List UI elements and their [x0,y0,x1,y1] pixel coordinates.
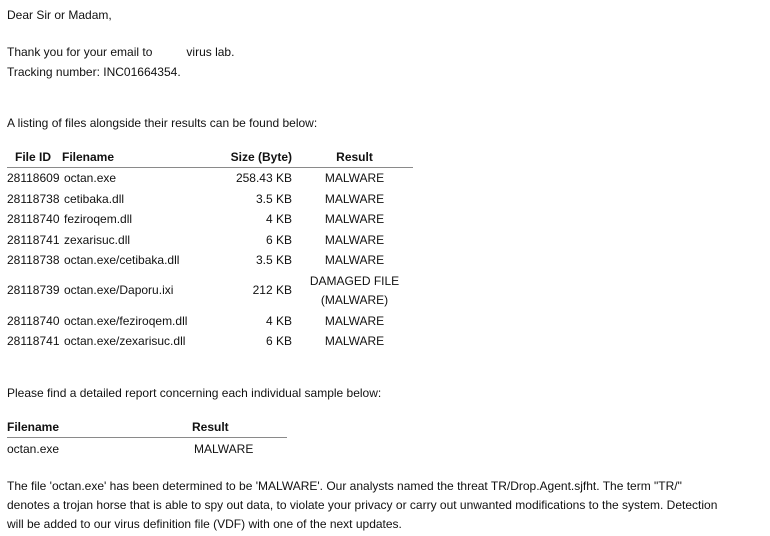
table-row [7,311,413,332]
result-cell: MALWARE [324,232,385,247]
size-cell: 6 KB [265,232,292,247]
header-sample-filename: Filename [7,417,192,438]
table-row [7,230,413,251]
filename-cell: octan.exe/feziroqem.dll [64,313,188,328]
table-row [7,250,413,271]
table-row [7,438,287,461]
result-cell: MALWARE [324,171,385,186]
file-id-cell: 28118738 [7,253,60,268]
sample-result-cell: MALWARE [194,442,254,456]
result-cell: MALWARE [324,334,385,349]
samples-table-header [7,417,287,438]
size-cell: 4 KB [265,212,292,227]
threat-description: The file 'octan.exe' has been determined to be 'MALWARE'. Our analysts named the threat TR/Drop.Agent.sjfht. The term "TR/" denotes a trojan horse that is able to spy out data, to violate your privacy or carry out unwanted modifications to the system. Detection will be added to our virus definition file (VDF) with one of the next updates. [7,479,718,531]
table-row [7,168,413,189]
filename-cell: octan.exe [64,171,117,186]
result-line-1: DAMAGED FILE [309,273,400,288]
result-cell: MALWARE [324,313,385,328]
result-cell [296,271,413,311]
filename-cell: octan.exe/zexarisuc.dll [64,334,186,349]
listing-intro: A listing of files alongside their results can be found below: [7,116,318,130]
size-cell: 212 KB [252,283,292,297]
header-sample-result: Result [192,417,287,438]
greeting: Dear Sir or Madam, [7,8,112,22]
filename-cell: octan.exe/cetibaka.dll [64,253,180,268]
result-line-2: (MALWARE) [320,292,389,307]
table-row [7,209,413,230]
filename-cell: cetibaka.dll [64,191,125,206]
report-intro: Please find a detailed report concerning each individual sample below: [7,386,382,400]
file-id-cell: 28118738 [7,191,60,206]
samples-table [7,417,287,460]
file-id-cell: 28118741 [7,334,60,349]
filename-cell: feziroqem.dll [64,212,133,227]
file-id-cell: 28118740 [7,212,60,227]
result-cell: MALWARE [324,253,385,268]
file-id-cell: 28118609 [7,171,60,186]
size-cell: 258.43 KB [235,171,292,186]
table-row [7,189,413,210]
size-cell: 6 KB [265,334,292,349]
filename-cell: octan.exe/Daporu.ixi [64,283,174,297]
sample-filename-cell: octan.exe [7,442,60,456]
size-cell: 3.5 KB [255,191,292,206]
header-filename: Filename [62,147,220,168]
file-id-cell: 28118740 [7,313,60,328]
table-row [7,331,413,352]
header-result: Result [296,147,413,168]
result-cell: MALWARE [324,191,385,206]
filename-cell: zexarisuc.dll [64,232,131,247]
files-table-header [7,147,413,168]
files-table [7,147,413,352]
thanks-line [7,42,234,62]
size-cell: 4 KB [265,313,292,328]
tracking-number: Tracking number: INC01664354. [7,65,181,79]
file-id-cell: 28118739 [7,283,60,297]
file-id-cell: 28118741 [7,232,60,247]
result-cell: MALWARE [324,212,385,227]
thanks-text-end: virus lab. [186,45,235,59]
thanks-text-start: Thank you for your email to [7,45,153,59]
header-file-id: File ID [7,147,62,168]
table-row [7,271,413,311]
size-cell: 3.5 KB [255,253,292,268]
header-size: Size (Byte) [220,147,296,168]
